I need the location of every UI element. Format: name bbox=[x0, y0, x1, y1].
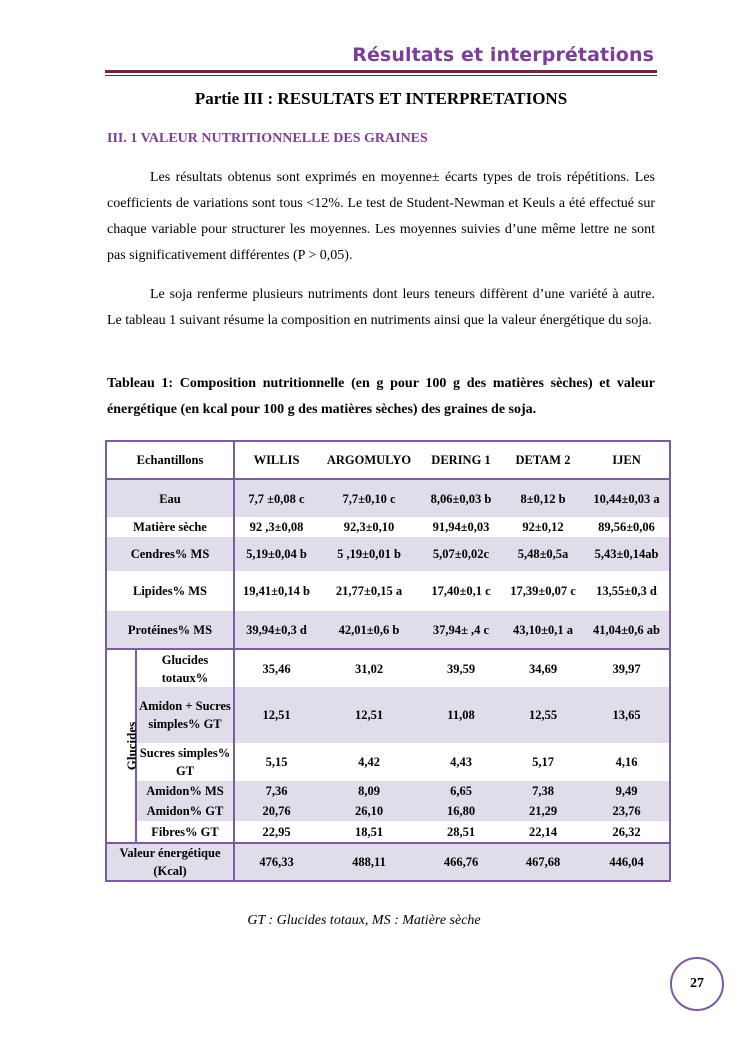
glucides-group-label: Glucides bbox=[124, 721, 140, 771]
column-header: IJEN bbox=[584, 441, 670, 479]
part-title: Partie III : RESULTATS ET INTERPRETATIONS bbox=[194, 89, 568, 108]
table-cell: 91,94±0,03 bbox=[432, 520, 490, 534]
table-row bbox=[106, 843, 670, 881]
table-cell: 18,51 bbox=[354, 824, 384, 839]
row-label: Amidon% MS bbox=[136, 781, 234, 801]
table-cell: 23,76 bbox=[612, 804, 641, 818]
section-title: III. 1 VALEUR NUTRITIONNELLE DES GRAINES bbox=[107, 131, 428, 146]
column-header: WILLIS bbox=[234, 441, 318, 479]
nutrition-table bbox=[105, 440, 671, 882]
table-cell: 13,55±0,3 d bbox=[596, 584, 657, 598]
table-cell: 39,94±0,3 d bbox=[246, 622, 307, 637]
table-row bbox=[106, 801, 670, 821]
row-label: Matière sèche bbox=[106, 517, 234, 537]
table-row bbox=[106, 687, 670, 743]
table-cell: 17,40±0,1 c bbox=[431, 584, 491, 598]
table-cell: 5 ,19±0,01 b bbox=[337, 547, 401, 561]
table-cell: 26,10 bbox=[354, 804, 384, 818]
row-label: Glucides totaux% bbox=[136, 649, 234, 687]
column-header: ARGOMULYO bbox=[318, 441, 420, 479]
row-label: Sucres simples% GT bbox=[136, 743, 234, 781]
table-cell: 43,10±0,1 a bbox=[513, 622, 573, 637]
table-cell: 12,55 bbox=[528, 708, 558, 722]
table-cell: 20,76 bbox=[262, 804, 291, 818]
row-label: Cendres% MS bbox=[106, 537, 234, 571]
paragraph-results: Les résultats obtenus sont exprimés en moyenne± écarts types de trois répétitions. Les coefficients de variations sont tous <12%. Le test de Student-Newman et Keuls a été effectué sur chaque variable pour structurer les moyennes. Les moyennes suivies d’une même lettre ne sont pas significativement différentes (P > 0,05). bbox=[107, 170, 655, 263]
table-caption: Tableau 1: Composition nutritionnelle (en g pour 100 g des matières sèches) et valeur énergétique (en kcal pour 100 g des matières sèches) des graines de soja. bbox=[107, 376, 655, 417]
table-cell: 22,95 bbox=[262, 824, 291, 839]
table-cell: 17,39±0,07 c bbox=[510, 584, 576, 598]
column-header: DERING 1 bbox=[420, 441, 502, 479]
table-footnote: GT : Glucides totaux, MS : Matière sèche bbox=[247, 913, 481, 928]
table-cell: 6,65 bbox=[450, 784, 472, 798]
table-cell: 4,16 bbox=[615, 755, 638, 769]
table-cell: 12,51 bbox=[262, 708, 291, 722]
table-cell: 42,01±0,6 b bbox=[338, 622, 400, 637]
table-cell: 13,65 bbox=[612, 708, 641, 722]
row-label: Amidon + Sucres simples% GT bbox=[136, 687, 234, 743]
table-cell: 16,80 bbox=[446, 804, 476, 818]
table-cell: 92,3±0,10 bbox=[343, 520, 395, 534]
table-row bbox=[106, 517, 670, 537]
table-cell: 466,76 bbox=[420, 843, 502, 881]
table-cell: 4,43 bbox=[450, 755, 472, 769]
table-cell: 92±0,12 bbox=[522, 520, 564, 534]
table-row bbox=[106, 743, 670, 781]
column-header: DETAM 2 bbox=[502, 441, 584, 479]
table-row bbox=[106, 781, 670, 801]
row-label: Amidon% GT bbox=[136, 801, 234, 821]
table-cell: 5,17 bbox=[532, 755, 554, 769]
page-number bbox=[670, 957, 724, 1011]
table-cell: 5,07±0,02c bbox=[432, 547, 490, 561]
table-cell: 8±0,12 b bbox=[520, 491, 566, 506]
table-cell: 5,48±0,5a bbox=[517, 547, 569, 561]
table-cell: 21,77±0,15 a bbox=[335, 584, 403, 598]
table-cell: 34,69 bbox=[502, 649, 584, 687]
header-echantillons: Echantillons bbox=[106, 441, 234, 479]
table-cell: 488,11 bbox=[318, 843, 420, 881]
row-label: Lipides% MS bbox=[106, 571, 234, 611]
table-cell: 41,04±0,6 ab bbox=[593, 622, 660, 637]
table-cell: 26,32 bbox=[612, 824, 641, 839]
running-header-title: Résultats et interprétations bbox=[352, 44, 654, 66]
table-cell: 467,68 bbox=[502, 843, 584, 881]
row-label: Eau bbox=[106, 479, 234, 517]
table-cell: 8,06±0,03 b bbox=[430, 491, 492, 506]
paragraph-soja: Le soja renferme plusieurs nutriments dont leurs teneurs diffèrent d’une variété à autre. Le tableau 1 suivant résume la composition en nutriments ainsi que la valeur énergétique du soja. bbox=[107, 287, 655, 328]
table-cell: 22,14 bbox=[528, 824, 558, 839]
table-cell: 39,97 bbox=[584, 649, 670, 687]
table-cell: 10,44±0,03 a bbox=[593, 491, 660, 506]
table-row bbox=[106, 571, 670, 611]
table-cell: 12,51 bbox=[354, 708, 384, 722]
table-row bbox=[106, 649, 670, 687]
row-label: Valeur énergétique (Kcal) bbox=[106, 843, 234, 881]
table-cell: 9,49 bbox=[615, 784, 638, 798]
table-cell: 8,09 bbox=[358, 784, 380, 798]
row-label: Protéines% MS bbox=[106, 611, 234, 649]
table-cell: 31,02 bbox=[318, 649, 420, 687]
table-cell: 5,15 bbox=[265, 755, 288, 769]
table-cell: 5,19±0,04 b bbox=[246, 547, 307, 561]
table-cell: 21,29 bbox=[528, 804, 558, 818]
table-row bbox=[106, 611, 670, 649]
table-cell: 89,56±0,06 bbox=[598, 520, 655, 534]
table-cell: 7,7 ±0,08 c bbox=[248, 491, 305, 506]
table-cell: 28,51 bbox=[446, 824, 476, 839]
table-cell: 7,7±0,10 c bbox=[342, 491, 396, 506]
table-cell: 35,46 bbox=[234, 649, 318, 687]
glucides-group-cell bbox=[106, 649, 140, 843]
table-cell: 7,36 bbox=[265, 784, 288, 798]
table-cell: 7,38 bbox=[532, 784, 554, 798]
table-row bbox=[106, 537, 670, 571]
table-cell: 37,94± ,4 c bbox=[432, 622, 490, 637]
table-row bbox=[106, 821, 670, 843]
table-cell: 11,08 bbox=[447, 708, 475, 722]
table-row bbox=[106, 479, 670, 517]
page-number-text: 27 bbox=[690, 976, 704, 991]
table-cell: 92 ,3±0,08 bbox=[249, 520, 304, 534]
table-cell: 476,33 bbox=[234, 843, 318, 881]
table-cell: 39,59 bbox=[420, 649, 502, 687]
table-cell: 5,43±0,14ab bbox=[594, 547, 659, 561]
table-cell: 19,41±0,14 b bbox=[243, 584, 310, 598]
row-label: Fibres% GT bbox=[136, 821, 234, 843]
table-header-row bbox=[106, 441, 670, 479]
table-cell: 446,04 bbox=[584, 843, 670, 881]
header-rule-thin bbox=[105, 75, 657, 76]
header-rule bbox=[105, 70, 657, 73]
table-cell: 4,42 bbox=[358, 755, 380, 769]
